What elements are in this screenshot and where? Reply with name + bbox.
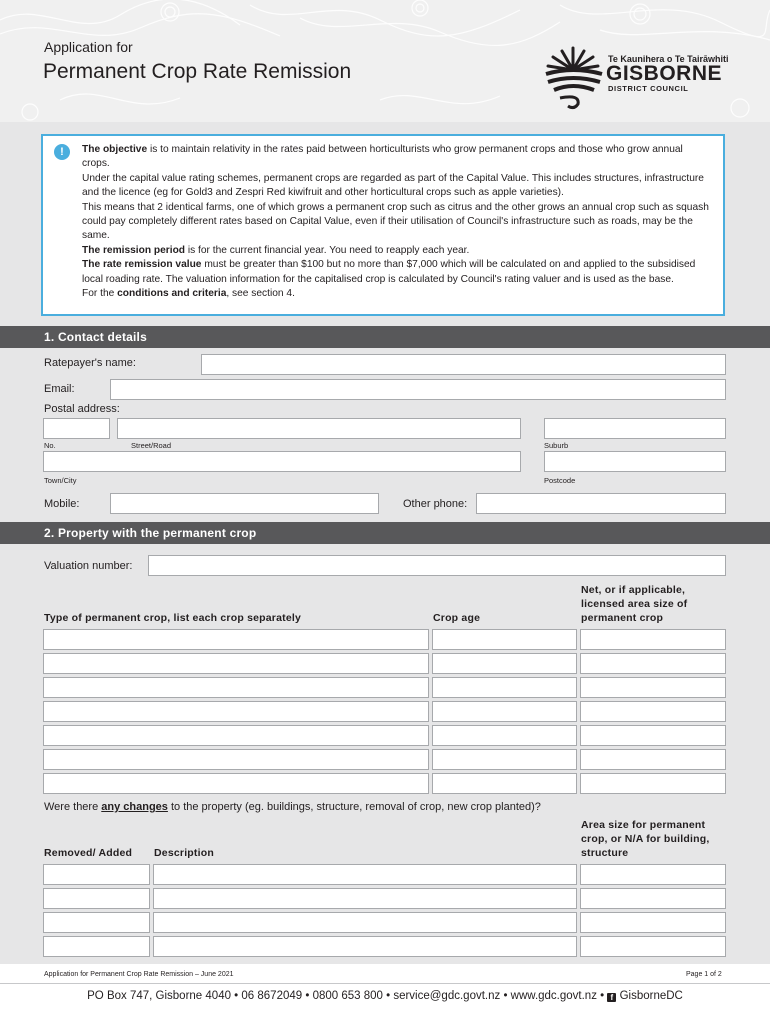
- crop-age-field[interactable]: [432, 677, 577, 698]
- crop-age-field[interactable]: [432, 749, 577, 770]
- info-text: [82, 143, 712, 301]
- footer-contact: [0, 990, 770, 1002]
- contact-details: PO Box 747, Gisborne 4040 • 06 8672049 • 0800 653 800 • service@gdc.govt.nz • www.gdc.govt.nz •: [87, 990, 608, 1002]
- col-crop-type-header: Type of permanent crop, list each crop separately: [44, 612, 302, 624]
- crop-area-field[interactable]: [580, 725, 726, 746]
- ratepayer-name-field[interactable]: [201, 354, 726, 375]
- crop-age-field[interactable]: [432, 653, 577, 674]
- crop-age-field[interactable]: [432, 629, 577, 650]
- crop-type-field[interactable]: [43, 749, 429, 770]
- crop-area-field[interactable]: [580, 677, 726, 698]
- mobile-label: Mobile:: [44, 498, 80, 510]
- crop-type-field[interactable]: [43, 701, 429, 722]
- crop-age-field[interactable]: [432, 701, 577, 722]
- postal-address-label: Postal address:: [44, 403, 120, 415]
- logo-district-council: DISTRICT COUNCIL: [608, 84, 689, 93]
- email-field[interactable]: [110, 379, 726, 400]
- sun-wave-icon: [540, 44, 606, 110]
- removed-added-field[interactable]: [43, 936, 150, 957]
- capital-value-text: Under the capital value rating schemes, permanent crops are regarded as part of the Capital Value. This includes structures, infrastructure and the licence (eg for Gold3 and Zespri Red kiwifruit and other horticultural crops such as apple varieties).: [82, 172, 704, 199]
- crop-area-field[interactable]: [580, 629, 726, 650]
- postcode-caption: Postcode: [544, 476, 576, 485]
- removed-added-field[interactable]: [43, 864, 150, 885]
- crop-type-field[interactable]: [43, 653, 429, 674]
- logo-maori-name: Te Kaunihera o Te Tairāwhiti: [608, 54, 729, 64]
- page-title: Permanent Crop Rate Remission: [43, 60, 352, 83]
- other-phone-label: Other phone:: [403, 498, 468, 510]
- col-area-size-line1: Area size for permanent: [581, 819, 706, 831]
- footer-document-name: Application for Permanent Crop Rate Remission – June 2021: [44, 971, 234, 978]
- col-crop-area-header: [581, 583, 687, 625]
- suburb-caption: Suburb: [544, 441, 569, 450]
- any-changes-emphasis: any changes: [101, 801, 168, 813]
- social-handle: GisborneDC: [616, 990, 683, 1002]
- page-number: Page 1 of 2: [686, 971, 722, 978]
- remission-period-heading: The remission period: [82, 244, 186, 256]
- change-description-field[interactable]: [153, 912, 577, 933]
- crop-type-field[interactable]: [43, 725, 429, 746]
- conditions-rest: , see section 4.: [226, 288, 295, 300]
- changes-rest: to the property (eg. buildings, structure, removal of crop, new crop planted)?: [167, 801, 541, 813]
- footer-divider: [0, 983, 770, 984]
- objective-info-box: [41, 134, 725, 316]
- facebook-icon: f: [607, 993, 616, 1002]
- conditions-heading: conditions and criteria: [117, 288, 227, 300]
- objective-heading: The objective: [82, 144, 148, 155]
- col-description-header: Description: [154, 847, 214, 859]
- town-caption: Town/City: [44, 476, 77, 485]
- no-caption: No.: [44, 441, 56, 450]
- removed-added-field[interactable]: [43, 888, 150, 909]
- crop-age-field[interactable]: [432, 725, 577, 746]
- remission-value-heading: The rate remission value: [82, 259, 202, 271]
- changes-question: [44, 801, 541, 813]
- email-label: Email:: [44, 383, 75, 395]
- col-crop-area-line1: Net, or if applicable,: [581, 584, 686, 596]
- change-area-size-field[interactable]: [580, 936, 726, 957]
- town-city-field[interactable]: [43, 451, 521, 472]
- conditions-pre: For the: [82, 288, 118, 300]
- removed-added-field[interactable]: [43, 912, 150, 933]
- crop-area-field[interactable]: [580, 773, 726, 794]
- crop-type-field[interactable]: [43, 629, 429, 650]
- address-no-field[interactable]: [43, 418, 110, 439]
- change-description-field[interactable]: [153, 864, 577, 885]
- crop-area-field[interactable]: [580, 653, 726, 674]
- col-area-size-line3: structure: [581, 847, 629, 859]
- identical-farms-text: This means that 2 identical farms, one of which grows a permanent crop such as citrus and the other grows an annual crop such as squash could pay completely different rates based on Capital Value, even if their utilisation of Council's infrastructure such as roads, may be the same.: [82, 201, 709, 242]
- street-road-field[interactable]: [117, 418, 521, 439]
- other-phone-field[interactable]: [476, 493, 726, 514]
- change-description-field[interactable]: [153, 888, 577, 909]
- exclamation-icon: !: [54, 144, 70, 160]
- suburb-field[interactable]: [544, 418, 726, 439]
- change-area-size-field[interactable]: [580, 912, 726, 933]
- col-removed-added-header: Removed/ Added: [44, 847, 133, 859]
- crop-age-field[interactable]: [432, 773, 577, 794]
- section-contact-details-header: 1. Contact details: [0, 326, 770, 348]
- crop-area-field[interactable]: [580, 749, 726, 770]
- objective-text: is to maintain relativity in the rates paid between horticulturists who grow permanent crops and those who grow annual crops.: [82, 144, 683, 170]
- valuation-number-label: Valuation number:: [44, 560, 133, 572]
- change-area-size-field[interactable]: [580, 864, 726, 885]
- col-area-size-header: [581, 818, 709, 860]
- col-area-size-line2: crop, or N/A for building,: [581, 833, 710, 845]
- col-crop-age-header: Crop age: [433, 612, 481, 624]
- section-property-header: 2. Property with the permanent crop: [0, 522, 770, 544]
- logo-gisborne: GISBORNE: [606, 62, 723, 85]
- council-logo: [540, 44, 740, 110]
- remission-period-text: is for the current financial year. You need to reapply each year.: [185, 244, 470, 256]
- postcode-field[interactable]: [544, 451, 726, 472]
- crop-type-field[interactable]: [43, 677, 429, 698]
- remission-value-text: must be greater than $100 but no more than $7,000 which will be calculated on and applied to the subsidised local roading rate. The valuation information for the capitalised crop is calculated by Council's rating valuer and is used as the base.: [82, 259, 696, 285]
- crop-type-field[interactable]: [43, 773, 429, 794]
- street-caption: Street/Road: [131, 441, 172, 450]
- mobile-field[interactable]: [110, 493, 379, 514]
- change-area-size-field[interactable]: [580, 888, 726, 909]
- change-description-field[interactable]: [153, 936, 577, 957]
- changes-pre: Were there: [44, 801, 102, 813]
- header-subtitle: Application for: [44, 39, 133, 55]
- col-crop-area-line2: licensed area size of: [581, 598, 688, 610]
- col-crop-area-line3: permanent crop: [581, 612, 664, 624]
- crop-area-field[interactable]: [580, 701, 726, 722]
- valuation-number-field[interactable]: [148, 555, 726, 576]
- ratepayer-label: Ratepayer's name:: [44, 357, 136, 369]
- page-header: [0, 0, 770, 122]
